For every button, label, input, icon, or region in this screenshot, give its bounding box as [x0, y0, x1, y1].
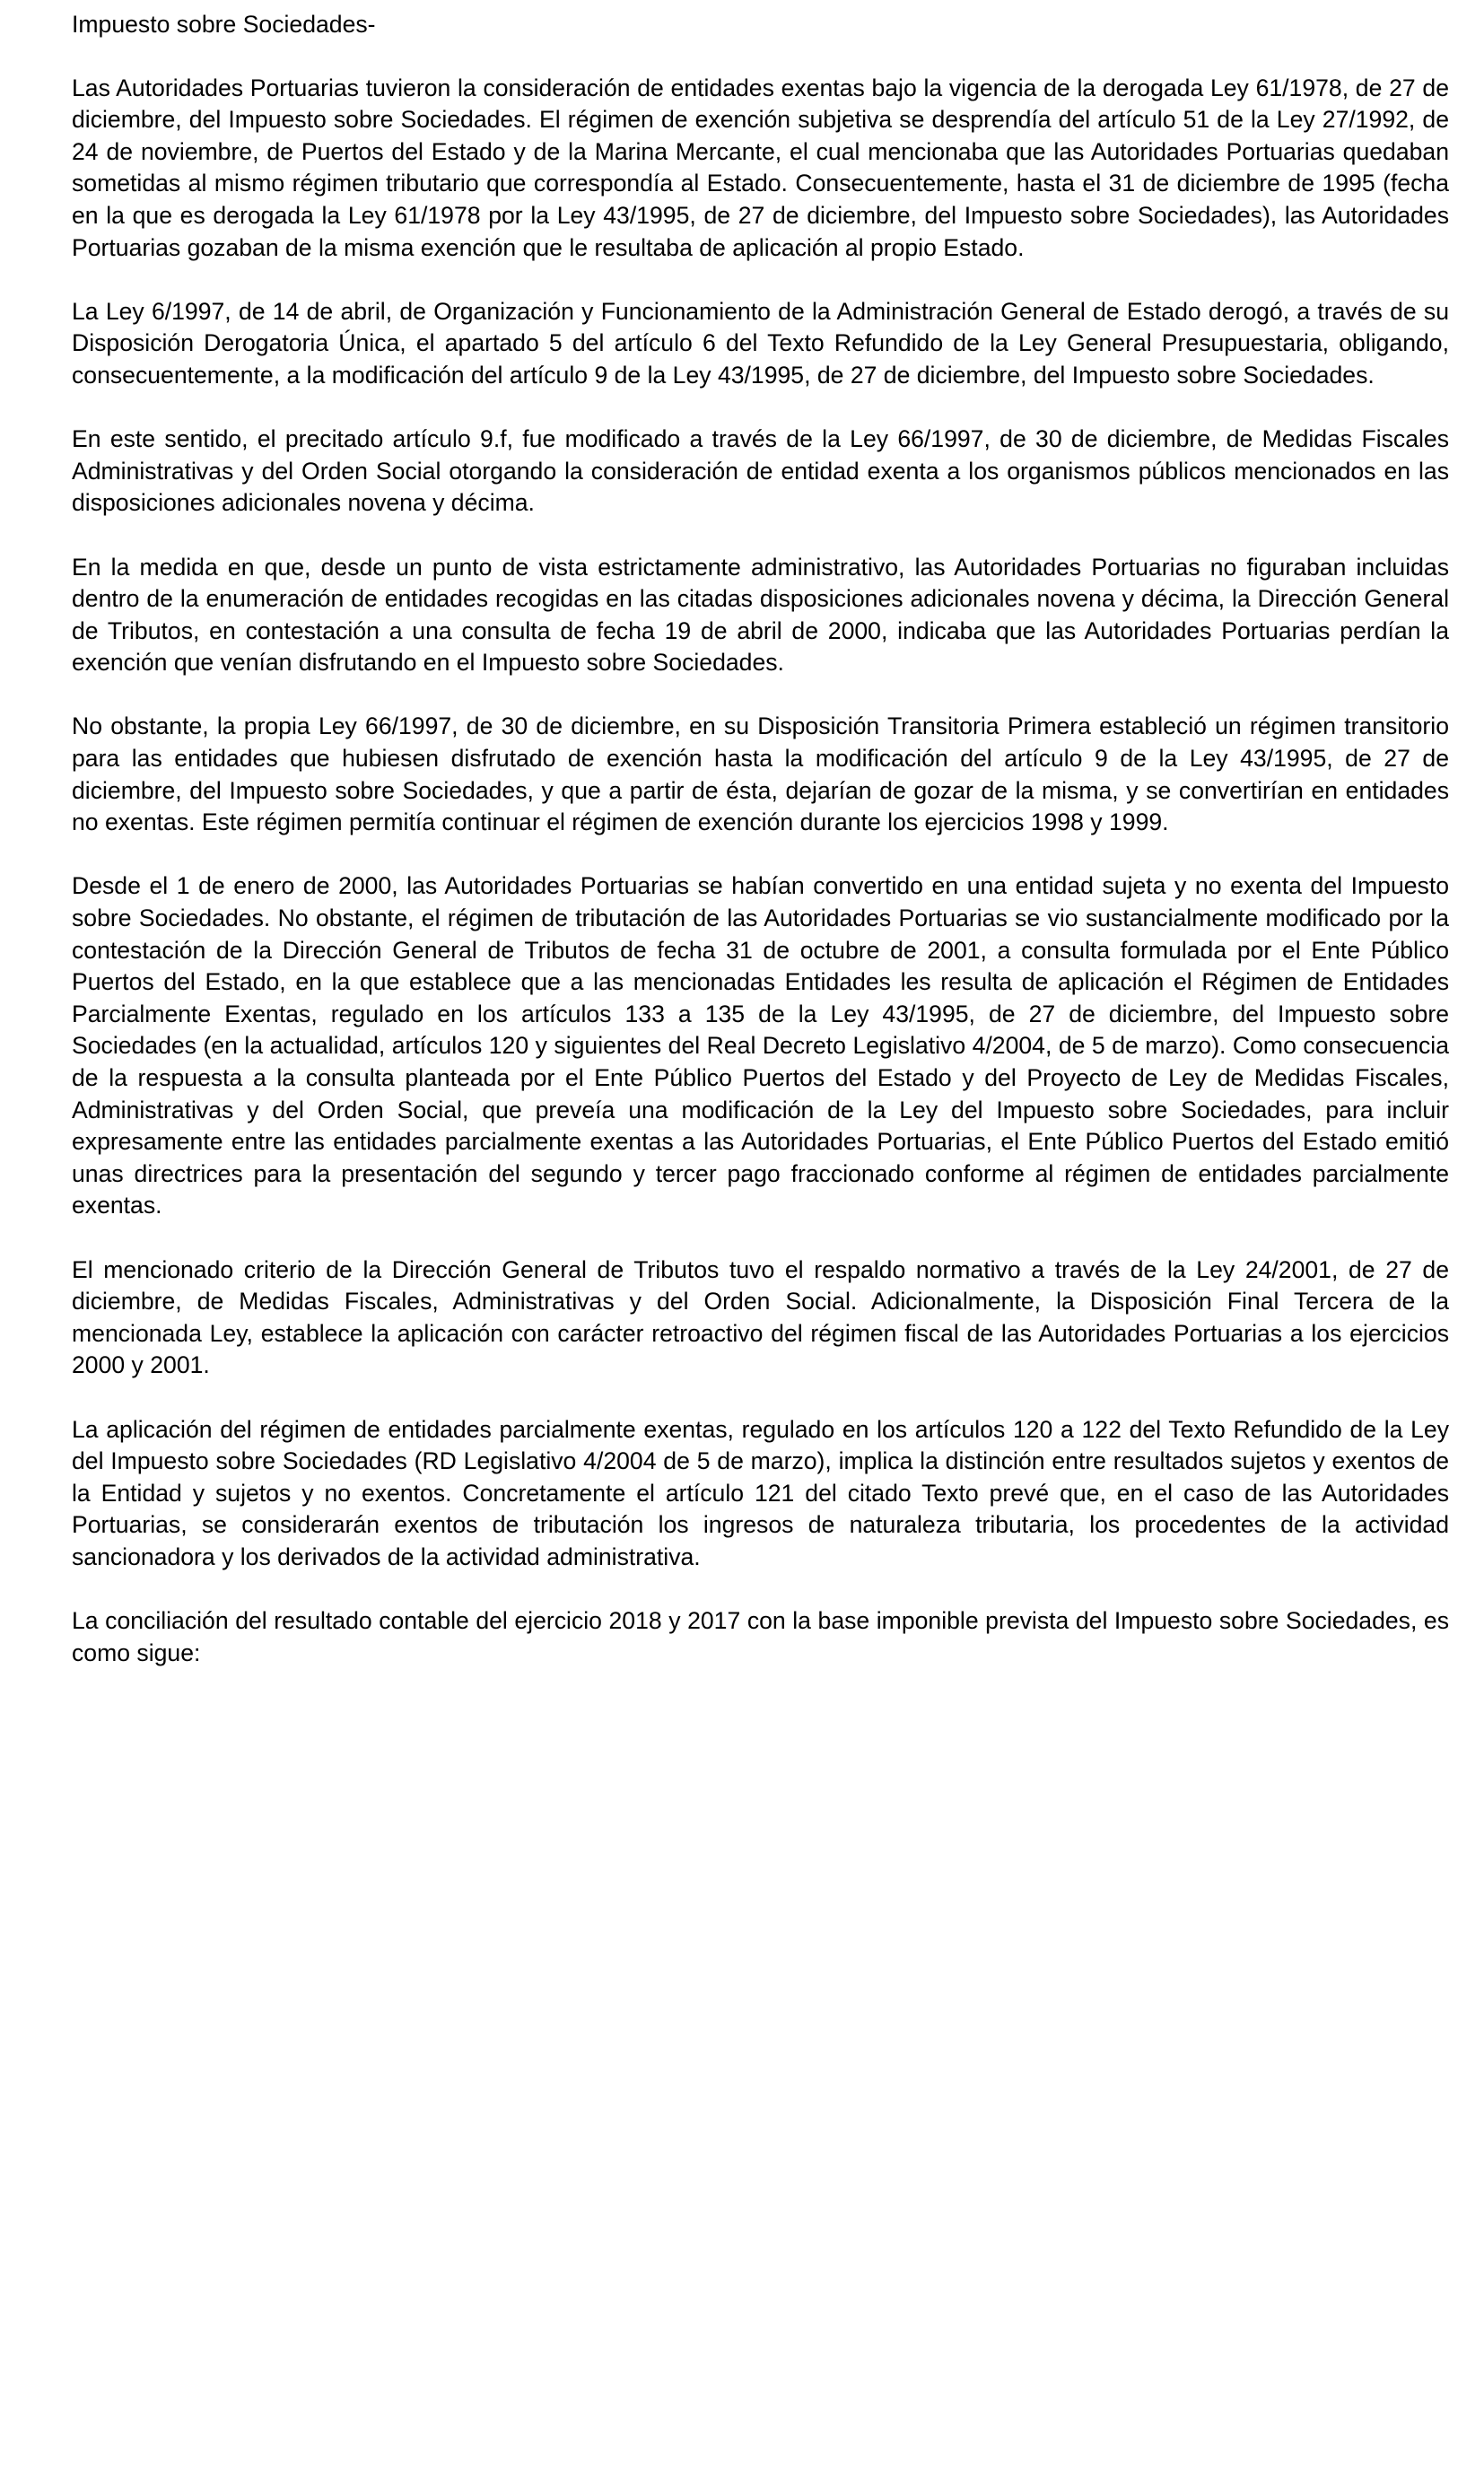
paragraph-exencion-historica: Las Autoridades Portuarias tuvieron la consideración de entidades exentas bajo la vigencia de la derogada Ley 61/1978, de 27 de diciembre, del Impuesto sobre Sociedades. El régimen de exención subjetiva se desprendía del artículo 51 de la Ley 27/1992, de 24 de noviembre, de Puertos del Estado y de la Marina Mercante, el cual mencionaba que las Autoridades Portuarias quedaban sometidas al mismo régimen tributario que correspondía al Estado. Consecuentemente, hasta el 31 de diciembre de 1995 (fecha en la que es derogada la Ley 61/1978 por la Ley 43/1995, de 27 de diciembre, del Impuesto sobre Sociedades), las Autoridades Portuarias gozaban de la misma exención que le resultaba de aplicación al propio Estado. — [72, 74, 1449, 261]
paragraph-perdida-exencion: En la medida en que, desde un punto de vista estrictamente administrativo, las Autoridades Portuarias no figuraban incluidas dentro de la enumeración de entidades recogidas en las citadas disposiciones adicionales novena y décima, la Dirección General de Tributos, en contestación a una consulta de fecha 19 de abril de 2000, indicaba que las Autoridades Portuarias perdían la exención que venían disfrutando en el Impuesto sobre Sociedades. — [72, 553, 1449, 677]
paragraph-ley-6-1997: La Ley 6/1997, de 14 de abril, de Organización y Funcionamiento de la Administración General de Estado derogó, a través de su Disposición Derogatoria Única, el apartado 5 del artículo 6 del Texto Refundido de la Ley General Presupuestaria, obligando, consecuentemente, a la modificación del artículo 9 de la Ley 43/1995, de 27 de diciembre, del Impuesto sobre Sociedades. — [72, 297, 1449, 389]
section-heading: Impuesto sobre Sociedades- — [72, 11, 376, 38]
paragraph-articulo-9f: En este sentido, el precitado artículo 9.f, fue modificado a través de la Ley 66/1997, de 30 de diciembre, de Medidas Fiscales Administrativas y del Orden Social otorgando la consideración de entidad exenta a los organismos públicos mencionados en las disposiciones adicionales novena y décima. — [72, 425, 1449, 517]
document-page — [72, 9, 1449, 1701]
paragraph-conciliacion: La conciliación del resultado contable del ejercicio 2018 y 2017 con la base imponible prevista del Impuesto sobre Sociedades, es como sigue: — [72, 1607, 1449, 1666]
paragraph-regimen-transitorio: No obstante, la propia Ley 66/1997, de 30 de diciembre, en su Disposición Transitoria Primera estableció un régimen transitorio para las entidades que hubiesen disfrutado de exención hasta la modificación del artículo 9 de la Ley 43/1995, de 27 de diciembre, del Impuesto sobre Sociedades, y que a partir de ésta, dejarían de gozar de la misma, y se convertirían en entidades no exentas. Este régimen permitía continuar el régimen de exención durante los ejercicios 1998 y 1999. — [72, 712, 1449, 836]
paragraph-ley-24-2001: El mencionado criterio de la Dirección General de Tributos tuvo el respaldo normativo a través de la Ley 24/2001, de 27 de diciembre, de Medidas Fiscales, Administrativas y del Orden Social. Adicionalmente, la Disposición Final Tercera de la mencionada Ley, establece la aplicación con carácter retroactivo del régimen fiscal de las Autoridades Portuarias a los ejercicios 2000 y 2001. — [72, 1255, 1449, 1379]
paragraph-aplicacion-regimen: La aplicación del régimen de entidades parcialmente exentas, regulado en los artículos 120 a 122 del Texto Refundido de la Ley del Impuesto sobre Sociedades (RD Legislativo 4/2004 de 5 de marzo), implica la distinción entre resultados sujetos y exentos de la Entidad y sujetos y no exentos. Concretamente el artículo 121 del citado Texto prevé que, en el caso de las Autoridades Portuarias, se considerarán exentos de tributación los ingresos de naturaleza tributaria, los procedentes de la actividad sancionadora y los derivados de la actividad administrativa. — [72, 1415, 1449, 1570]
paragraph-entidades-parcialmente-exentas: Desde el 1 de enero de 2000, las Autoridades Portuarias se habían convertido en una entidad sujeta y no exenta del Impuesto sobre Sociedades. No obstante, el régimen de tributación de las Autoridades Portuarias se vio sustancialmente modificado por la contestación de la Dirección General de Tributos de fecha 31 de octubre de 2001, a consulta formulada por el Ente Público Puertos del Estado, en la que establece que a las mencionadas Entidades les resulta de aplicación el Régimen de Entidades Parcialmente Exentas, regulado en los artículos 133 a 135 de la Ley 43/1995, de 27 de diciembre, del Impuesto sobre Sociedades (en la actualidad, artículos 120 y siguientes del Real Decreto Legislativo 4/2004, de 5 de marzo). Como consecuencia de la respuesta a la consulta planteada por el Ente Público Puertos del Estado y del Proyecto de Ley de Medidas Fiscales, Administrativas y del Orden Social, que preveía una modificación de la Ley del Impuesto sobre Sociedades, para incluir expresamente entre las entidades parcialmente exentas a las Autoridades Portuarias, el Ente Público Puertos del Estado emitió unas directrices para la presentación del segundo y tercer pago fraccionado conforme al régimen de entidades parcialmente exentas. — [72, 872, 1449, 1219]
